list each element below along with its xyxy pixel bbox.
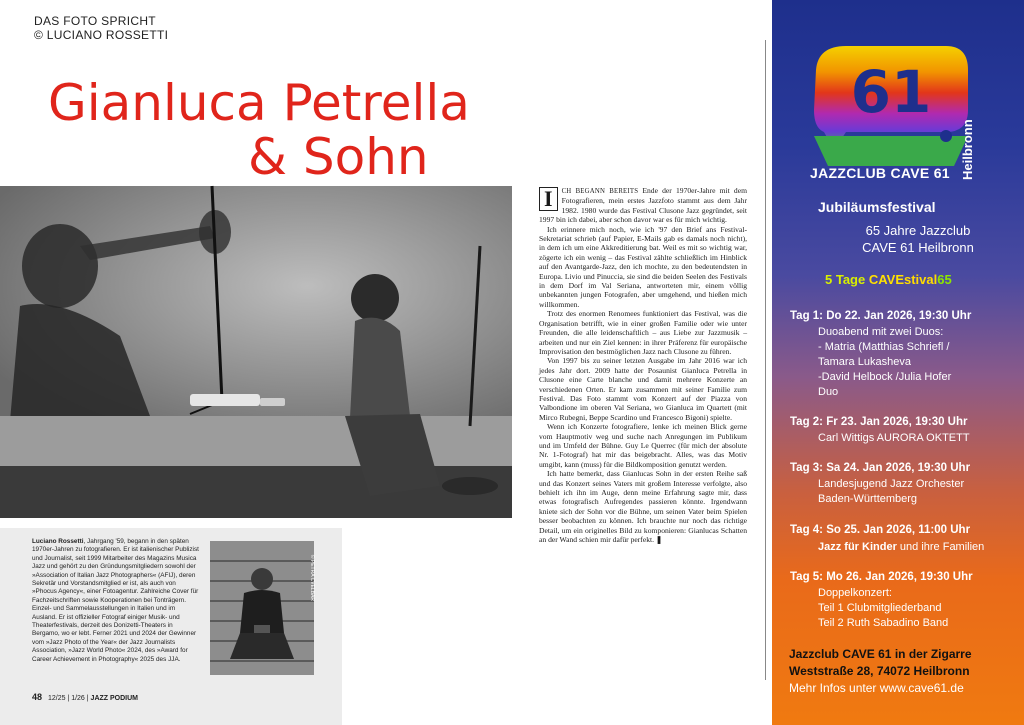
days-prefix: 5 Tage	[825, 272, 869, 287]
cave61-logo	[806, 40, 976, 170]
main-photo-illustration	[0, 186, 512, 518]
day-3-line: Landesjugend Jazz Orchester	[818, 478, 965, 490]
day-1-program	[818, 325, 951, 400]
day-5-program	[818, 586, 948, 631]
day-4-bold: Jazz für Kinder	[818, 541, 897, 553]
cave61-logo-graphic	[806, 40, 976, 170]
day-3-line: Baden-Württemberg	[818, 493, 918, 505]
day-1-heading: Tag 1: Do 22. Jan 2026, 19:30 Uhr	[790, 310, 972, 322]
article-body	[539, 186, 747, 544]
day-2-heading: Tag 2: Fr 23. Jan 2026, 19:30 Uhr	[790, 416, 968, 428]
festival-title: Jubiläumsfestival	[818, 199, 936, 215]
article-paragraph-1	[539, 186, 747, 225]
lead-smallcaps: CH BEGANN BEREITS	[561, 188, 639, 195]
venue-address: Weststraße 28, 74072 Heilbronn	[789, 664, 970, 678]
day-4-program	[818, 540, 984, 555]
fest-stival: stival	[904, 272, 938, 287]
photographer-bio	[32, 538, 200, 664]
headline-line-2: & Sohn	[248, 128, 429, 186]
main-photo	[0, 186, 512, 518]
club-name: JAZZCLUB CAVE 61	[810, 165, 950, 181]
portrait-credit: © PETRA CVELBAR	[309, 554, 315, 601]
day-1-line: Duoabend mit zwei Duos:	[818, 326, 944, 338]
paragraph-1-rest: Ende der 1970er-Jahre mit dem Fotografieren, mein erstes Jazzfoto stammt aus dem Jahr 1982. 1980 wurde das Festival Clusone Jazz gegründet, seit 1997 bin ich dabei, aber schon davor war es für mich wichtig.	[539, 186, 747, 225]
day-1-line: - Matria (Matthias Schriefl /	[818, 341, 950, 353]
five-days-line	[825, 272, 952, 287]
section-kicker	[34, 14, 168, 42]
logo-number: 61	[850, 58, 932, 126]
bio-text: , Jahrgang '59, begann in den späten 1970er-Jahren zu fotografieren. Er ist italienischer Publizist und Journalist, seit 1999 Mitarbeiter des Magazins Musica Jazz und gehört zu den Gründungsmitgliedern sowohl der »Association of Italian Jazz Photographers« (AFIJ), deren Sekretär und Vorstandsmitglied er ist, als auch von »Phocus Agency«, einer Fotoagentur. Zahlreiche Cover für Fachzeitschriften sowie Kooperationen bei Tonträgern. Einzel- und Sammelausstellungen in Italien und im Ausland. Er ist offizieller Fotograf einiger Musik- und Theaterfestivals, derzeit des Donizetti-Theaters in Bergamo, wo er lebt. Ferner 2021 und 2024 der Gewinner vom »Jazz Photo of the Year« der Jazz Journalists Association, »Jazz World Photo« 2024, des »Award for Career Achievement in Photography« 2025 des JJA.	[32, 538, 199, 663]
day-4-rest: und ihre Familien	[896, 541, 985, 553]
article-paragraph-4: Von 1997 bis zu seiner letzten Ausgabe im Jahr 2016 war ich jedes Jahr dort. 2009 hatte der Posaunist Gianluca Petrella in Clusone eine Carte blanche und damit mehrere Konzerte an verschiedenen Orten. Er kam zusammen mit seiner Familie zum Festival. Das Foto stammt vom Konzert auf der Piazza von Valbondione im oberen Val Seriana, wo Gianluca im Quartett (mit Mirco Rubegni, Beppe Scardino und Francesco Bigoni) spielte.	[539, 356, 747, 422]
day-3-heading: Tag 3: Sa 24. Jan 2026, 19:30 Uhr	[790, 462, 971, 474]
day-1-line: Tamara Lukasheva	[818, 356, 911, 368]
logo-heilbronn: Heilbronn	[960, 119, 975, 180]
paragraph-6-text: Ich hatte bemerkt, dass Gianlucas Sohn in der ersten Reihe saß und das Konzert seines Vaters mit großem Interesse verfolgte, also behielt ich ihn im Auge, denn meine Erfahrung sagte mir, dass etwas fotografisch Aufregendes passieren könnte. Irgendwann kniete sich der Sohn vor die Bühne, um seinen Vater beim Spielen besser beobachten zu können. Ich brauchte nur noch das richtige Detail, um ein originelles Bild zu komponieren: Gianlucas Schatten an der Wand schien mir dafür perfekt.	[539, 469, 747, 545]
fest-number: 65	[937, 272, 952, 287]
photographer-portrait	[210, 541, 314, 675]
article-paragraph-5: Wenn ich Konzerte fotografiere, lenke ich meinen Blick gerne vom Hauptmotiv weg und suche nach Anregungen im Publikum und im Umfeld der Bühne. Guy Le Querrec (für mich der absolute Nr. 1-Fotograf) hat mir das beigebracht. Alles, was das Motiv umgibt, kann (muss) für die Bildkomposition genutzt werden.	[539, 422, 747, 469]
festival-subtitle	[838, 222, 998, 256]
kicker-title: DAS FOTO SPRICHT	[34, 14, 156, 28]
page-number: 48	[32, 692, 43, 702]
venue-name: Jazzclub CAVE 61 in der Zigarre	[789, 647, 972, 661]
day-1-line: Duo	[818, 386, 839, 398]
day-2-line: Carl Wittigs AURORA OKTETT	[818, 432, 970, 444]
fest-cave: CAVE	[868, 272, 904, 287]
day-4-heading: Tag 4: So 25. Jan 2026, 11:00 Uhr	[790, 524, 971, 536]
dropcap: I	[539, 187, 558, 211]
festival-subtitle-2: CAVE 61 Heilbronn	[862, 240, 974, 255]
article-paragraph-3: Trotz des enormen Renomees funktioniert das Festival, was die Organisation betrifft, wie in einer großen Familie oder wie unter Freunden, die alle leidenschaftlich – aus Liebe zur Jazzmusik – arbeiten und nur ein Ziel kennen: in ihrer Präferenz für europäische Improvisation den bestmöglichen Jazz nach Clusone zu führen.	[539, 309, 747, 356]
headline-line-1: Gianluca Petrella	[48, 74, 470, 132]
bio-name: Luciano Rossetti	[32, 538, 84, 545]
article-paragraph-2: Ich erinnere mich noch, wie ich '97 den Brief ans Festival-Sekretariat schrieb (auf Papier, E-Mails gab es damals noch nicht), in dem ich um eine Akkreditierung bat. Weil es mit so wichtig war, zögerte ich ein wenig – das Festival zählte schließlich im Hinblick auf den Avantgarde-Jazz, den ich mochte, zu den bedeutendsten in Europa. Livio und Pinuccia, sie sind die beiden Seelen des Festivals in dem Dorf im Val Seriana, antworteten mir, einem völlig unbekannten jungen Fotografen, aber umgehend, und hießen mich willkommen.	[539, 224, 747, 309]
column-divider	[765, 40, 766, 680]
folio: 48 12/25 | 1/26 | JAZZ PODIUM	[32, 692, 138, 702]
website-link[interactable]: Mehr Infos unter www.cave61.de	[789, 681, 964, 695]
day-2-program	[818, 431, 970, 446]
day-5-line: Doppelkonzert:	[818, 587, 892, 599]
day-3-program	[818, 477, 964, 507]
issue-number: 12/25 | 1/26	[47, 695, 85, 702]
day-5-line: Teil 2 Ruth Sabadino Band	[818, 617, 949, 629]
festival-subtitle-1: 65 Jahre Jazzclub	[865, 223, 971, 238]
article-paragraph-6	[539, 469, 747, 544]
end-mark: ❚	[655, 535, 663, 545]
day-1-line: -David Helbock /Julia Hofer	[818, 371, 952, 383]
portrait-illustration	[210, 541, 314, 675]
kicker-credit: © LUCIANO ROSSETTI	[34, 28, 169, 42]
day-5-line: Teil 1 Clubmitgliederband	[818, 602, 942, 614]
magazine-name: JAZZ PODIUM	[90, 695, 138, 702]
day-5-heading: Tag 5: Mo 26. Jan 2026, 19:30 Uhr	[790, 571, 973, 583]
